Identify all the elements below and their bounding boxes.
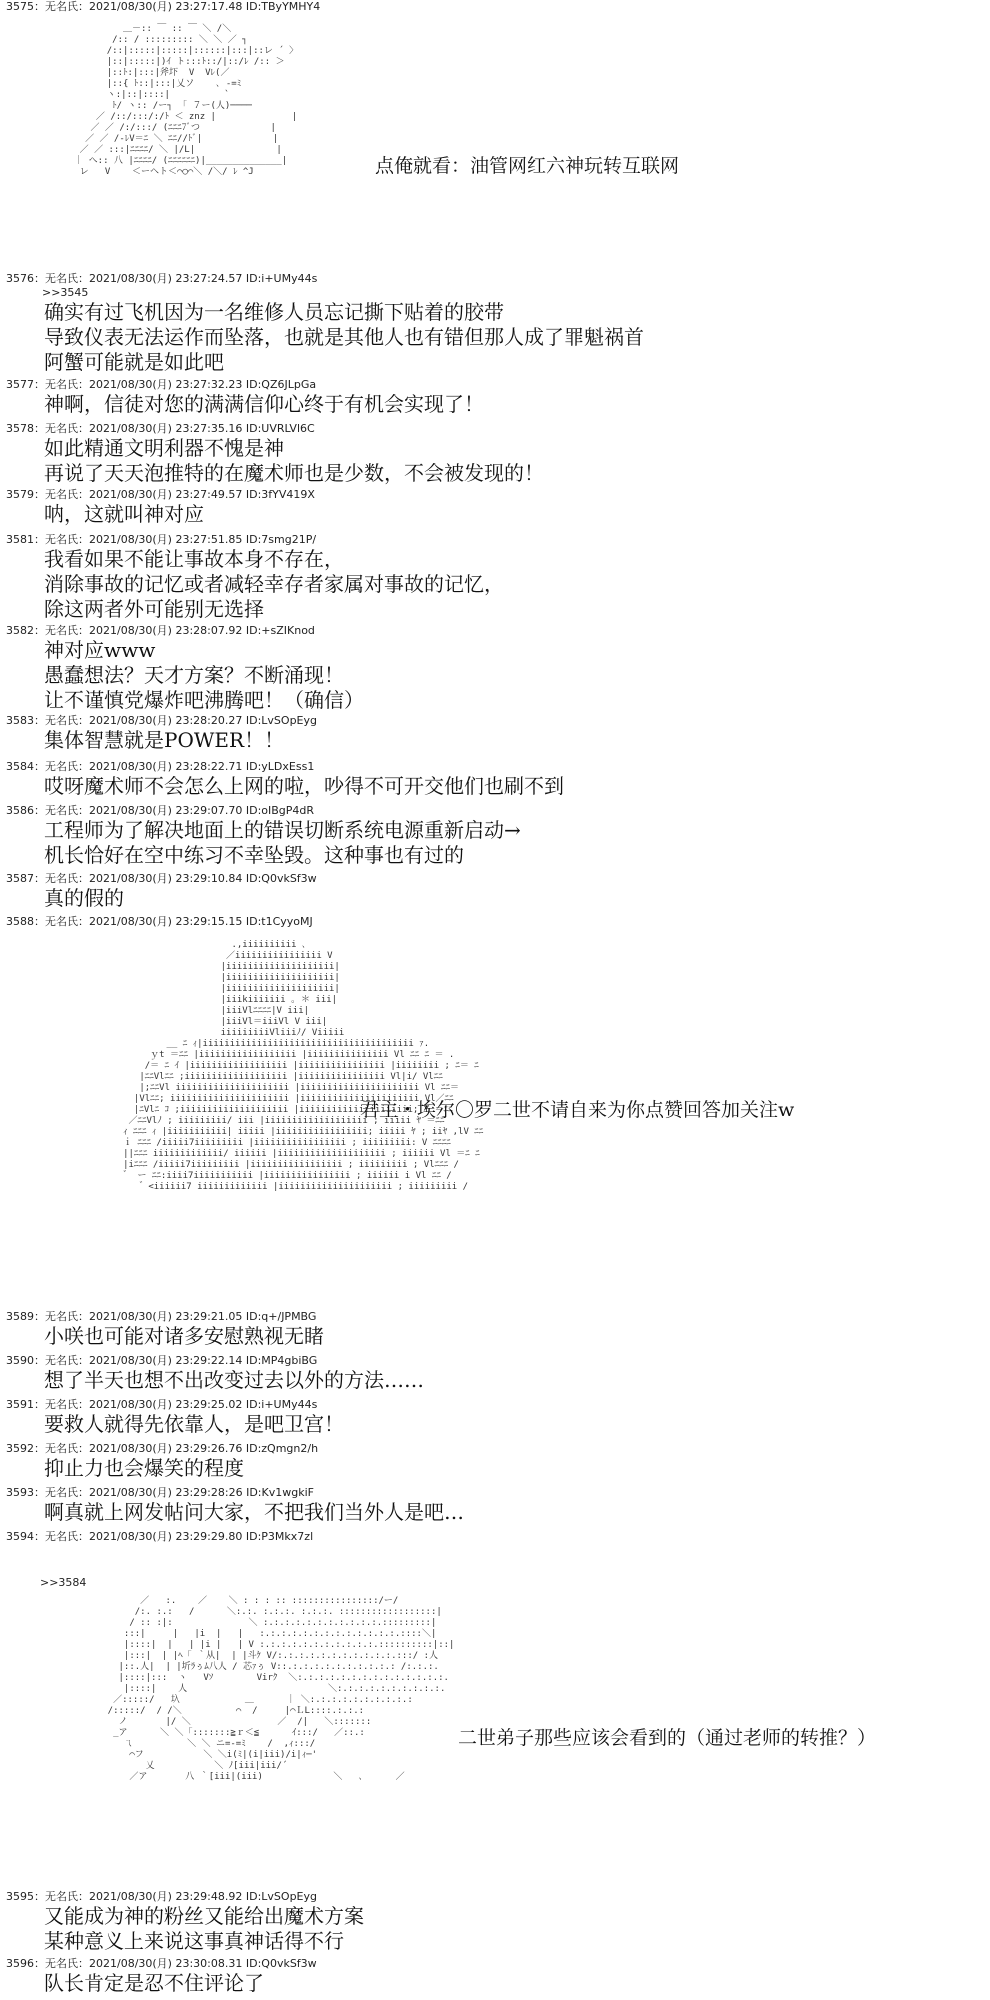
post-3575 [6, 0, 320, 14]
post-header: 3590：无名氏：2021/08/30(月) 23:29:22.14 ID:MP4gbiBG [6, 1354, 318, 1367]
post-3586 [6, 804, 521, 868]
post-header: 3587：无名氏：2021/08/30(月) 23:29:10.84 ID:Q0vkSf3w [6, 872, 317, 885]
post-line: 集体智慧就是POWER！！ [44, 728, 285, 752]
post-line: 让不谨慎党爆炸吧沸腾吧！（确信） [44, 688, 364, 712]
post-line: 愚蠢想法？天才方案？不断涌现！ [44, 663, 344, 687]
post-line: 小咲也可能对诸多安慰熟视无睹 [44, 1324, 324, 1348]
post-3579 [6, 488, 315, 527]
post-3583 [6, 714, 317, 753]
post-header: 3588：无名氏：2021/08/30(月) 23:29:15.15 ID:t1CyyoMJ [6, 915, 313, 928]
post-header: 3581：无名氏：2021/08/30(月) 23:27:51.85 ID:7smg21P/ [6, 533, 317, 546]
post-3578 [6, 422, 544, 486]
post-header: 3594：无名氏：2021/08/30(月) 23:29:29.80 ID:P3Mkx7zl [6, 1530, 314, 1543]
ascii-art-character-2: .,iiiiiiiiii ､ ／iiiiiiiiiiiiiiii V |iiiiiiiiiiiiiiiiiiii| |iiiiiiiiiiiiiiiiiiii| |iiiiiiiiiiiiiiiiiiii| |iiikiiiiiii ｡ ＊ iii| |iiiVlﾆﾆﾆﾆ|V iii| |iiiVl＝iiiVl V iii| iiiiiiiiiVliiiﾉ/ Viiiii __ ﾆ ｨ|iiiiiiiiiiiiiiiiiiiiiiiiiiiiiiiiiiiiiii ｧ. ｙt ＝ﾆﾆ |iiiiiiiiiiiiiiiiii |iiiiiiiiiiiiiii Vl ﾆﾆ ﾆ ＝ . /＝ ﾆ ｲ |iiiiiiiiiiiiiiiiii |iiiiiiiiiiiiiiii |iiiiiiii ; ﾆ＝ ﾆ |ﾆﾆVlﾆﾆ ;iiiiiiiiiiiiiiiiiii |iiiiiiiiiiiiiiii Vl|i/ Vlﾆﾆ |;ﾆﾆVl iiiiiiiiiiiiiiiiiiiii |iiiiiiiiiiiiiiiiiiiiii Vl ﾆﾆ＝ |Vlﾆﾆ; iiiiiiiiiiiiiiiiiiiiii |iiiiiiiiiiiiiiiiiiiiii Vl／ﾆﾆ |ﾆVlﾆ ｺ ;iiiiiiiiiiiiiiiiiiii |iiiiiiiiiiiiiiiiiiiii; Y ＝ﾆﾆ ／ﾆﾆVlﾉ ; iiiiiiiii/ iii |iiiiiiiiiiiiiiiiiii ; iiiii ﾔ ＝ﾆﾆ ｨ ﾆﾆﾆ ｨ |iiiiiiiiiii| iiiii |iiiiiiiiiiiiiiiii; iiiii ﾔ ; iiﾔ ,lV ﾆﾆ ｉ ﾆﾆﾆ /iiiii7iiiiiiiii |iiiiiiiiiiiiiiiii ; iiiiiiiii: V ﾆﾆﾆﾆ ||ﾆﾆﾆ iiiiiiiiiiiii/ iiiiii |iiiiiiiiiiiiiiiiiiii ; iiiiii Vl ＝ﾆ ﾆ |iﾆﾆﾆ /iiiii7iiiiiiiii |iiiiiiiiiiiiiiiii ; iiiiiiiii ; Vlﾆﾆﾆ / ゛ ー ﾆﾆ:iiii7iiiiiiiiiii |iiiiiiiiiiiiiiii ; iiiiii i Vl ﾆﾆ / ゛<iiiiii7 iiiiiiiiiiiii |iiiiiiiiiiiiiiiiiiiii ; iiiiiiiii / [123, 940, 484, 1192]
post-line: 哎呀魔术师不会怎么上网的啦，吵得不可开交他们也刷不到 [44, 774, 564, 798]
post-3582 [6, 624, 364, 713]
post-3588 [6, 915, 313, 929]
post-line: 啊真就上网发帖问大家，不把我们当外人是吧… [44, 1500, 464, 1524]
post-header: 3591：无名氏：2021/08/30(月) 23:29:25.02 ID:i+UMy44s [6, 1398, 318, 1411]
post-3594 [6, 1530, 313, 1544]
post-header: 3584：无名氏：2021/08/30(月) 23:28:22.71 ID:yLDxEss1 [6, 760, 315, 773]
post-line: 我看如果不能让事故本身不存在， [44, 547, 344, 571]
post-line: 如此精通文明利器不愧是神 [44, 436, 284, 460]
post-line: 队长肯定是忍不住评论了 [44, 1971, 264, 1995]
caption-1: 点俺就看：油管网红六神玩转互联网 [375, 155, 680, 177]
post-header: 3596：无名氏：2021/08/30(月) 23:30:08.31 ID:Q0vkSf3w [6, 1957, 317, 1970]
post-line: 真的假的 [44, 886, 124, 910]
post-3595 [6, 1890, 364, 1954]
post-header: 3583：无名氏：2021/08/30(月) 23:28:20.27 ID:LvSOpEyg [6, 714, 317, 727]
post-3577 [6, 378, 484, 417]
post-line: 神对应www [44, 638, 156, 662]
post-header: 3582：无名氏：2021/08/30(月) 23:28:07.92 ID:+sZIKnod [6, 624, 315, 637]
post-header: 3577：无名氏：2021/08/30(月) 23:27:32.23 ID:QZ6JLpGa [6, 378, 317, 391]
post-header: 3578：无名氏：2021/08/30(月) 23:27:35.16 ID:UVRLVl6C [6, 422, 315, 435]
post-header: 3586：无名氏：2021/08/30(月) 23:29:07.70 ID:oIBgP4dR [6, 804, 315, 817]
post-line: 除这两者外可能别无选择 [44, 597, 264, 621]
reply-ref[interactable]: >>3545 [42, 286, 89, 299]
post-line: 又能成为神的粉丝又能给出魔术方案 [44, 1904, 364, 1928]
caption-2: 君主・埃尔〇罗二世不请自来为你点赞回答加关注w [360, 1099, 795, 1121]
post-line: 某种意义上来说这事真神话得不行 [44, 1929, 344, 1953]
post-header: 3579：无名氏：2021/08/30(月) 23:27:49.57 ID:3fYV419X [6, 488, 315, 501]
post-header: 3576：无名氏：2021/08/30(月) 23:27:24.57 ID:i+UMy44s [6, 272, 318, 285]
post-line: 机长恰好在空中练习不幸坠毁。这种事也有过的 [44, 843, 464, 867]
post-line: 导致仪表无法运作而坠落，也就是其他人也有错但那人成了罪魁祸首 [44, 325, 644, 349]
post-line: 呐，这就叫神对应 [44, 502, 204, 526]
post-header: 3592：无名氏：2021/08/30(月) 23:29:26.76 ID:zQmgn2/h [6, 1442, 319, 1455]
post-3581 [6, 533, 504, 622]
post-line: 神啊，信徒对您的满满信仰心终于有机会实现了！ [44, 392, 484, 416]
post-header: 3575：无名氏：2021/08/30(月) 23:27:17.48 ID:TByYMHY4 [6, 0, 321, 13]
post-line: 消除事故的记忆或者减轻幸存者家属对事故的记忆， [44, 572, 504, 596]
post-header: 3595：无名氏：2021/08/30(月) 23:29:48.92 ID:LvSOpEyg [6, 1890, 317, 1903]
post-line: 确实有过飞机因为一名维修人员忘记撕下贴着的胶带 [44, 300, 504, 324]
post-3576 [6, 272, 644, 375]
post-3591 [6, 1398, 344, 1437]
caption-3: 二世弟子那些应该会看到的（通过老师的转推？） [458, 1727, 877, 1749]
post-3592 [6, 1442, 318, 1481]
post-3589 [6, 1310, 324, 1349]
ascii-art-character-1: ＿－:: ￣ :: ￣ ＼ /＼ /:: / ::::::::: ＼ ＼ ／ ┐ /::|:::::|:::::|::::::|:::|::レ ´ 〉 |::|:::::|)ｲ ト:::ﾄ::/|::/ﾚ /:: ＞ |::ﾄ:|:::|斧圷 V Vﾚ(／ |::{ ﾄ::|:::|乂ソ ､ -=ﾐ ヽ:|::|::::| ` ﾄ/ ヽ:: /ー┐ 「 ７ー(人)──── ／ /::/:::/:/ﾄ ＜ znz | | ／ ／ /:/:::/ (ﾆﾆﾆ7ﾞつ | ／ ／ /-ﾚV＝ﾆ ＼ ﾆﾆ//ﾄﾞ| | ／ ／ :::|ﾆﾆﾆﾆ/ ＼ |/L| | ｜ へ:: 八 |ﾆﾆﾆﾆ/ (ﾆﾆﾆﾆﾆﾆ)|______________| レ V ＜ーヘト＜⌒◯⌒＼ /＼/ ﾚ ^J [74, 24, 299, 177]
ascii-art-character-3: ／ :. ／ ＼ : : : :: ::::::::::::::::/ー/ /:. :.: / ＼:.:. :.:.:. :.:.:. ::::::::::::::::::| / :: :|: ＼ :.:.:.:.:.:.:.:.:.:.:.:::::::::| :::| | |i | | :.:.:.:.:.:.:.:.:.:.:.:.:.::::＼| |::::| | | |i | | V :.:.:.:.:.:.:.:.:.:.:.::::::::::|::| |:::| | |ﾍ「 ｀从| | |斗ｹ V/:.:.:.:.:.:.:.:.:.:.:.:::/ :人 |::.人| | |圻ﾗぅﾑ八人 / 芯ｧぅ V::.:.:.:.:.:.:.:.:.:.: /:.:.:. |::::|::: ヽ Vｿ Virｸ ＼:.:.:.:.:.:.:.:.:.:.:.:.:.:. |::::| 人 ＼:.:.:.:.:.:.:.:.:.:. ／:::::/ 圦 ＿ ｜ ＼:.:.:.:.:.:.:.:.:.: /:::::/ / /＼ ⌒ / |⌒ＬL::::.:.:.: ノ |/ ＼ ／ /| ＼::::::: _ア ＼ ＼「:::::::≧ｒ＜≦ ｲ:::/ ／::.: ㄟ ＼ ＼ ニ=-=ﾐ / ,ｨ:::/ ⌒フ ＼ ＼i(ﾐ|(i|iii)/i|ｨ─' 乂 ＼ ﾉ[iii|iii/´ ／ア 八 ｀[iii|(iii) ＼ ､ ／ [107, 1596, 455, 1782]
post-3590 [6, 1354, 424, 1393]
post-3593 [6, 1486, 464, 1525]
reply-ref[interactable]: >>3584 [40, 1576, 87, 1589]
post-line: 要救人就得先依靠人，是吧卫宫！ [44, 1412, 344, 1436]
post-3587 [6, 872, 317, 911]
post-line: 再说了天天泡推特的在魔术师也是少数，不会被发现的！ [44, 461, 544, 485]
post-header: 3589：无名氏：2021/08/30(月) 23:29:21.05 ID:q+/JPMBG [6, 1310, 317, 1323]
post-line: 抑止力也会爆笑的程度 [44, 1456, 244, 1480]
post-3584 [6, 760, 564, 799]
post-line: 想了半天也想不出改变过去以外的方法…… [44, 1368, 424, 1392]
post-3596 [6, 1957, 317, 1996]
post-header: 3593：无名氏：2021/08/30(月) 23:29:28:26 ID:Kv1wgkiF [6, 1486, 314, 1499]
post-line: 工程师为了解决地面上的错误切断系统电源重新启动→ [44, 818, 521, 842]
post-line: 阿蟹可能就是如此吧 [44, 350, 224, 374]
